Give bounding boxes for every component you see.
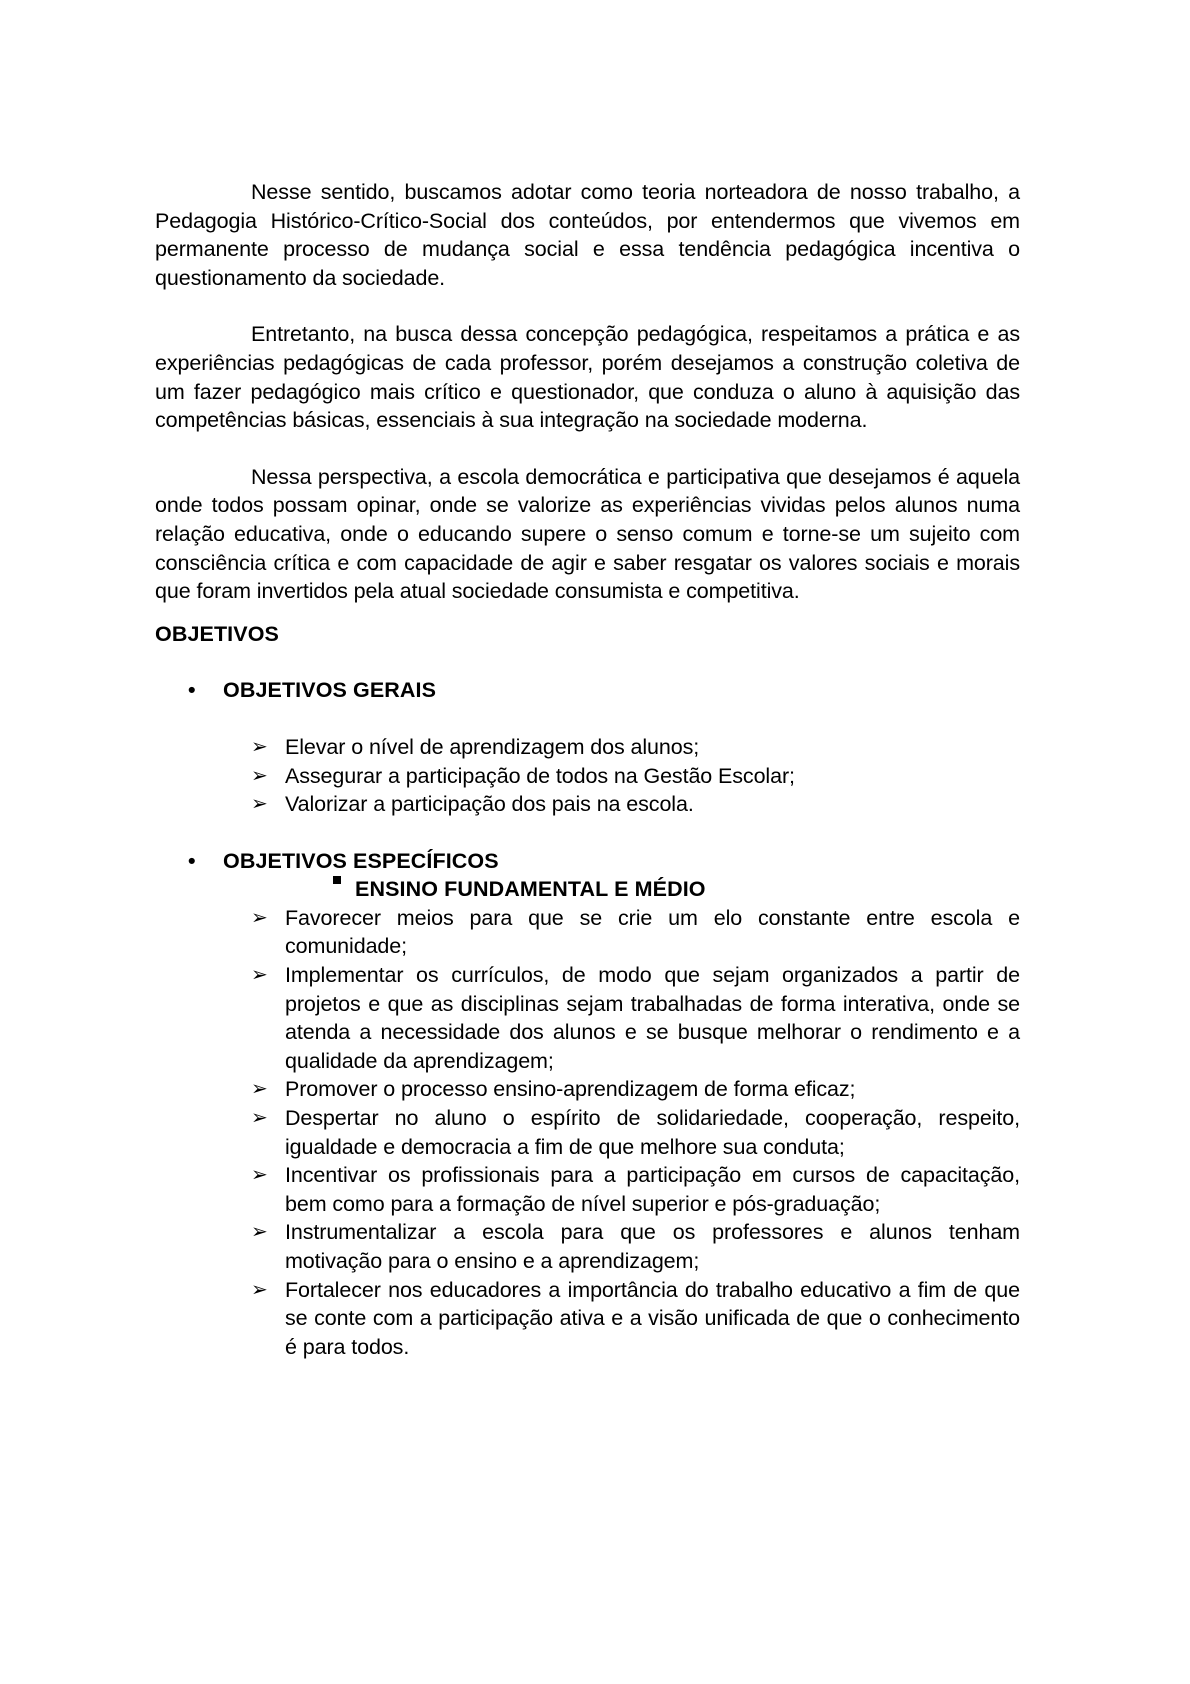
list-item: [155, 961, 1020, 1075]
list-item: [155, 1161, 1020, 1218]
list-item: [155, 1104, 1020, 1161]
arrow-bullet-icon: ➢: [251, 1276, 268, 1301]
arrow-bullet-icon: ➢: [251, 762, 268, 787]
list-item-text: Instrumentalizar a escola para que os professores e alunos tenham motivação para o ensino e a aprendizagem;: [285, 1220, 1020, 1273]
heading-spacer: [155, 648, 1020, 676]
arrow-bullet-icon: ➢: [251, 1105, 268, 1130]
paragraph-3: Nessa perspectiva, a escola democrática e participativa que desejamos é aquela onde todos possam opinar, onde se valorize as experiências vividas pelos alunos numa relação educativa, onde o educando supere o senso comum e torne-se um sujeito com consciência crítica e com capacidade de agir e saber resgatar os valores sociais e morais que foram invertidos pela atual sociedade consumista e competitiva.: [155, 464, 1020, 604]
objetivos-gerais-group: [155, 676, 1020, 705]
list-item: [155, 1218, 1020, 1275]
paragraph-2: Entretanto, na busca dessa concepção pedagógica, respeitamos a prática e as experiências pedagógicas de cada professor, porém desejamos a construção coletiva de um fazer pedagógico mais crítico e questionador, que conduza o aluno à aquisição das competências básicas, essenciais à sua integração na sociedade moderna.: [155, 322, 1020, 433]
paragraph-spacer: [155, 292, 1020, 320]
list-item: [155, 790, 1020, 819]
arrow-bullet-icon: ➢: [251, 791, 268, 816]
arrow-bullet-icon: ➢: [251, 1162, 268, 1187]
list-item-text: Implementar os currículos, de modo que sejam organizados a partir de projetos e que as disciplinas sejam trabalhadas de forma interativa, onde se atenda a necessidade dos alunos e se busque melhorar o rendimento e a qualidade da aprendizagem;: [285, 963, 1020, 1073]
list-item-text: Despertar no aluno o espírito de solidariedade, cooperação, respeito, igualdade e democracia a fim de que melhore sua conduta;: [285, 1106, 1020, 1159]
page-title: OBJETIVOS: [155, 621, 279, 646]
subsection-spacer: [155, 705, 1020, 733]
dot-bullet-icon: •: [188, 678, 196, 703]
list-item-text: Fortalecer nos educadores a importância do trabalho educativo a fim de que se conte com a participação ativa e a visão unificada de que o conhecimento é para todos.: [285, 1277, 1020, 1359]
list-item-text: Promover o processo ensino-aprendizagem de forma eficaz;: [285, 1077, 856, 1102]
arrow-bullet-icon: ➢: [251, 904, 268, 929]
objetivos-especificos-group: [155, 847, 1020, 876]
list-spacer: [155, 819, 1020, 847]
dot-bullet-icon: •: [188, 848, 196, 873]
objetivos-gerais-list: [155, 733, 1020, 819]
subsection-title: OBJETIVOS ESPECÍFICOS: [223, 848, 499, 873]
objetivos-especificos-list: [155, 904, 1020, 1362]
document-body: [155, 178, 1020, 1361]
subsection-heading-especificos: [155, 847, 1020, 876]
list-item-text: Favorecer meios para que se crie um elo constante entre escola e comunidade;: [285, 905, 1020, 959]
list-item-text: Assegurar a participação de todos na Gestão Escolar;: [285, 763, 795, 788]
list-item-text: Elevar o nível de aprendizagem dos alunos;: [285, 734, 700, 759]
list-item: [155, 733, 1020, 762]
list-item-text: Valorizar a participação dos pais na escola.: [285, 792, 694, 817]
square-bullet-icon: [333, 876, 341, 884]
paragraph-spacer: [155, 606, 1020, 620]
subsection-title: OBJETIVOS GERAIS: [223, 678, 437, 703]
arrow-bullet-icon: ➢: [251, 1219, 268, 1244]
arrow-bullet-icon: ➢: [251, 1076, 268, 1101]
list-item: [155, 904, 1020, 961]
paragraph-spacer: [155, 435, 1020, 463]
list-item: [155, 1075, 1020, 1104]
list-item: [155, 762, 1020, 791]
arrow-bullet-icon: ➢: [251, 962, 268, 987]
arrow-bullet-icon: ➢: [251, 733, 268, 758]
list-item: [155, 1276, 1020, 1362]
subsection-heading-gerais: [155, 676, 1020, 705]
subsection-sub-title: ENSINO FUNDAMENTAL E MÉDIO: [355, 877, 706, 902]
subsection-subheading-ensino: [155, 875, 1020, 904]
paragraph-1: Nesse sentido, buscamos adotar como teoria norteadora de nosso trabalho, a Pedagogia Histórico-Crítico-Social dos conteúdos, por entendermos que vivemos em permanente processo de mudança social e essa tendência pedagógica incentiva o questionamento da sociedade.: [155, 180, 1020, 290]
list-item-text: Incentivar os profissionais para a participação em cursos de capacitação, bem como para a formação de nível superior e pós-graduação;: [285, 1163, 1020, 1216]
